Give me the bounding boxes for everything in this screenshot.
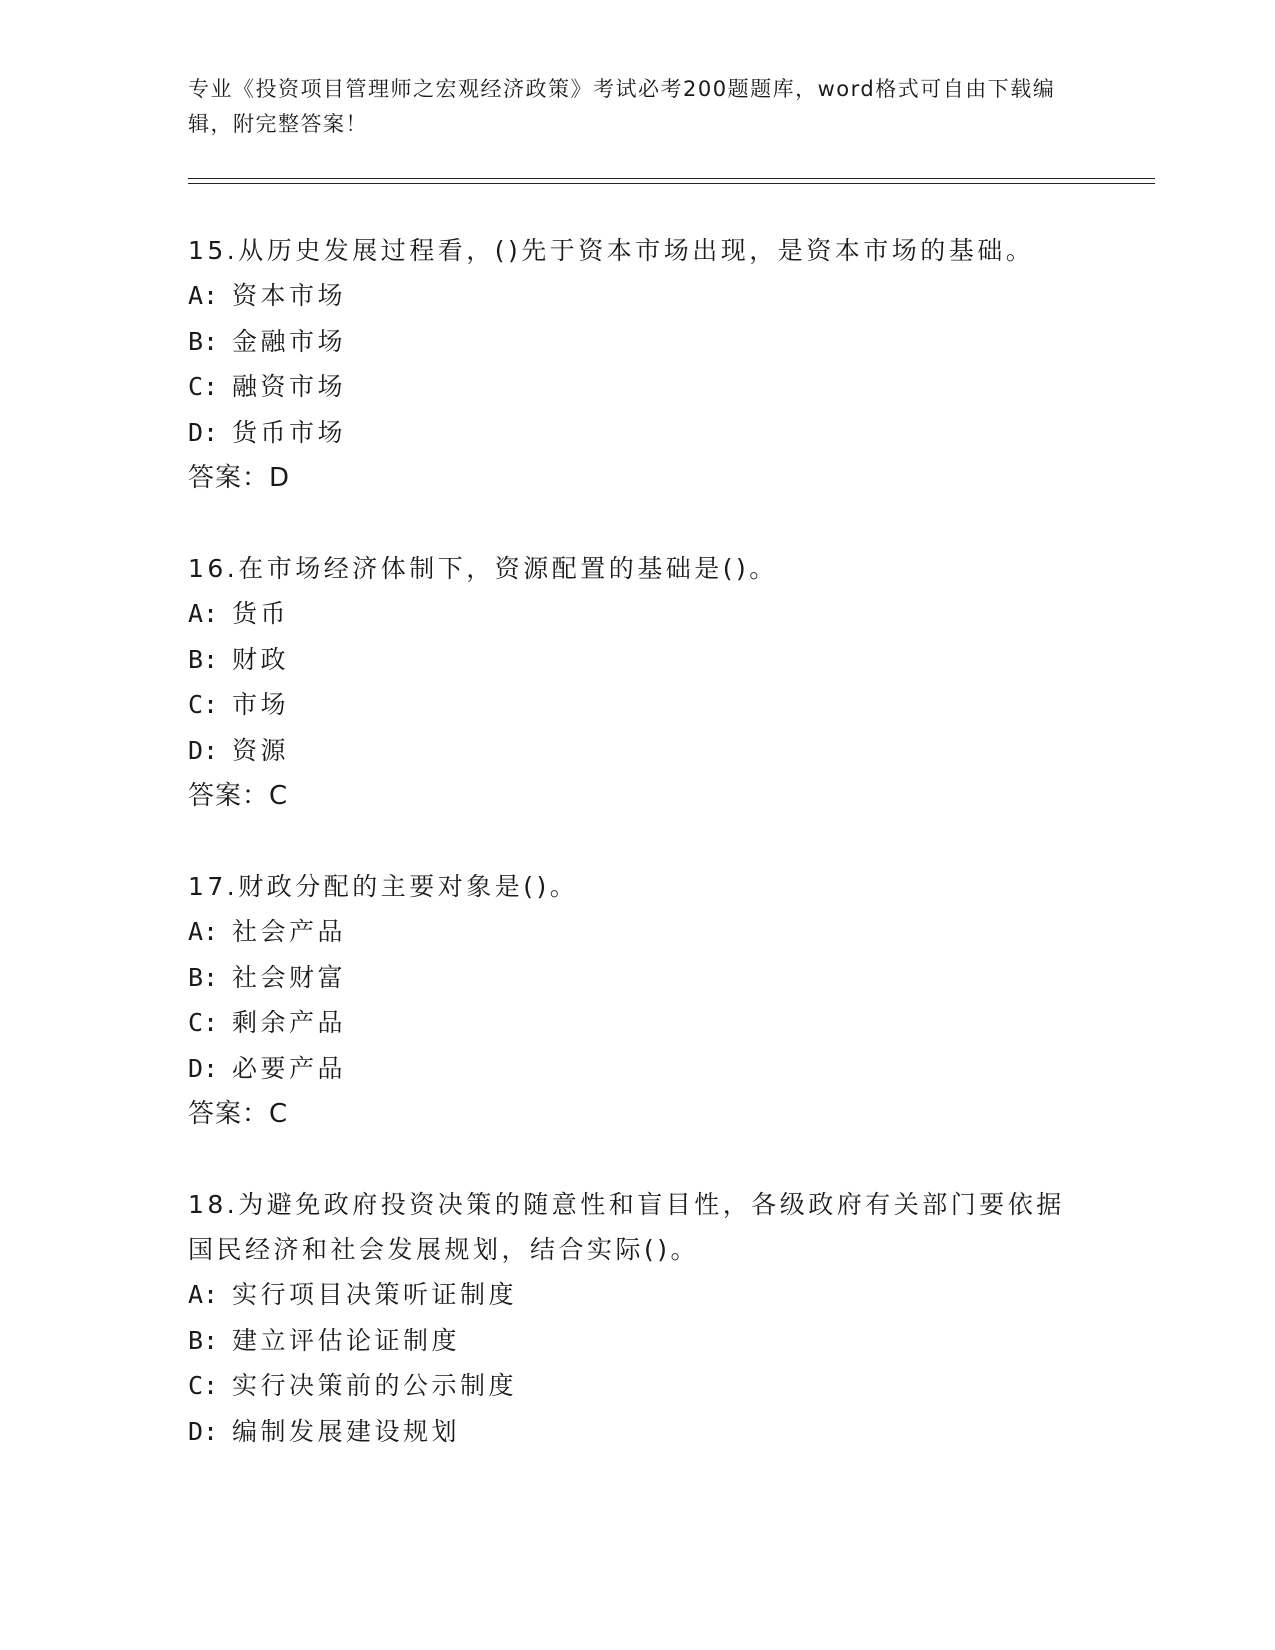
option-d xyxy=(188,1046,1088,1092)
option-c xyxy=(188,1000,1088,1046)
option-b xyxy=(188,955,1088,1001)
option-key: B: xyxy=(188,1325,219,1355)
option-a xyxy=(188,1272,1068,1318)
option-d xyxy=(188,410,1088,456)
question-18 xyxy=(188,1182,1068,1454)
answer-label: 答案： xyxy=(188,463,270,493)
option-text: 剩余产品 xyxy=(232,1008,347,1037)
option-key: B: xyxy=(188,962,219,992)
option-d xyxy=(188,728,1088,774)
question-15 xyxy=(188,228,1088,501)
option-a xyxy=(188,591,1088,637)
option-text: 建立评估论证制度 xyxy=(232,1325,461,1355)
option-key: D: xyxy=(188,417,219,447)
option-b xyxy=(188,319,1088,365)
option-text: 融资市场 xyxy=(232,372,347,401)
header-divider-bottom xyxy=(188,183,1155,184)
option-key: A: xyxy=(188,599,219,628)
option-key: D: xyxy=(188,735,219,765)
answer-value: C xyxy=(269,1099,289,1129)
option-key: C: xyxy=(188,690,219,719)
document-header: 专业《投资项目管理师之宏观经济政策》考试必考200题题库，word格式可自由下载编辑，附完整答案！ xyxy=(188,77,1056,136)
option-text: 实行项目决策听证制度 xyxy=(232,1280,518,1309)
option-d xyxy=(188,1409,1068,1455)
option-text: 资本市场 xyxy=(232,281,347,310)
option-text: 社会产品 xyxy=(232,917,347,946)
option-key: A: xyxy=(188,281,219,310)
option-text: 财政 xyxy=(232,644,290,674)
question-17 xyxy=(188,864,1088,1137)
answer-value: D xyxy=(269,463,291,493)
question-stem: 18.为避免政府投资决策的随意性和盲目性，各级政府有关部门要依据国民经济和社会发展规划，结合实际()。 xyxy=(188,1190,1065,1264)
option-text: 必要产品 xyxy=(232,1053,347,1083)
answer-line xyxy=(188,1091,1088,1137)
question-stem: 17.财政分配的主要对象是()。 xyxy=(188,872,579,901)
option-key: C: xyxy=(188,1371,219,1400)
option-key: A: xyxy=(188,917,219,946)
answer-value: C xyxy=(269,781,289,811)
option-a xyxy=(188,909,1088,955)
option-text: 实行决策前的公示制度 xyxy=(232,1371,518,1400)
option-c xyxy=(188,364,1088,410)
option-key: B: xyxy=(188,326,219,356)
answer-line xyxy=(188,455,1088,501)
option-key: D: xyxy=(188,1416,219,1446)
option-text: 资源 xyxy=(232,735,290,765)
option-b xyxy=(188,1318,1068,1364)
answer-line xyxy=(188,773,1088,819)
question-stem: 15.从历史发展过程看，()先于资本市场出现，是资本市场的基础。 xyxy=(188,236,1035,265)
option-key: B: xyxy=(188,644,219,674)
option-key: A: xyxy=(188,1280,219,1309)
answer-label: 答案： xyxy=(188,1099,270,1129)
question-stem: 16.在市场经济体制下，资源配置的基础是()。 xyxy=(188,554,778,583)
header-divider-top xyxy=(188,178,1155,179)
option-key: D: xyxy=(188,1053,219,1083)
option-a xyxy=(188,273,1088,319)
option-b xyxy=(188,637,1088,683)
option-text: 货币市场 xyxy=(232,417,347,447)
option-c xyxy=(188,1363,1068,1409)
option-text: 编制发展建设规划 xyxy=(232,1416,461,1446)
answer-label: 答案： xyxy=(188,781,270,811)
option-text: 货币 xyxy=(232,599,290,628)
option-key: C: xyxy=(188,1008,219,1037)
option-key: C: xyxy=(188,372,219,401)
question-16 xyxy=(188,546,1088,819)
option-c xyxy=(188,682,1088,728)
option-text: 社会财富 xyxy=(232,962,347,992)
option-text: 市场 xyxy=(232,690,290,719)
option-text: 金融市场 xyxy=(232,326,347,356)
